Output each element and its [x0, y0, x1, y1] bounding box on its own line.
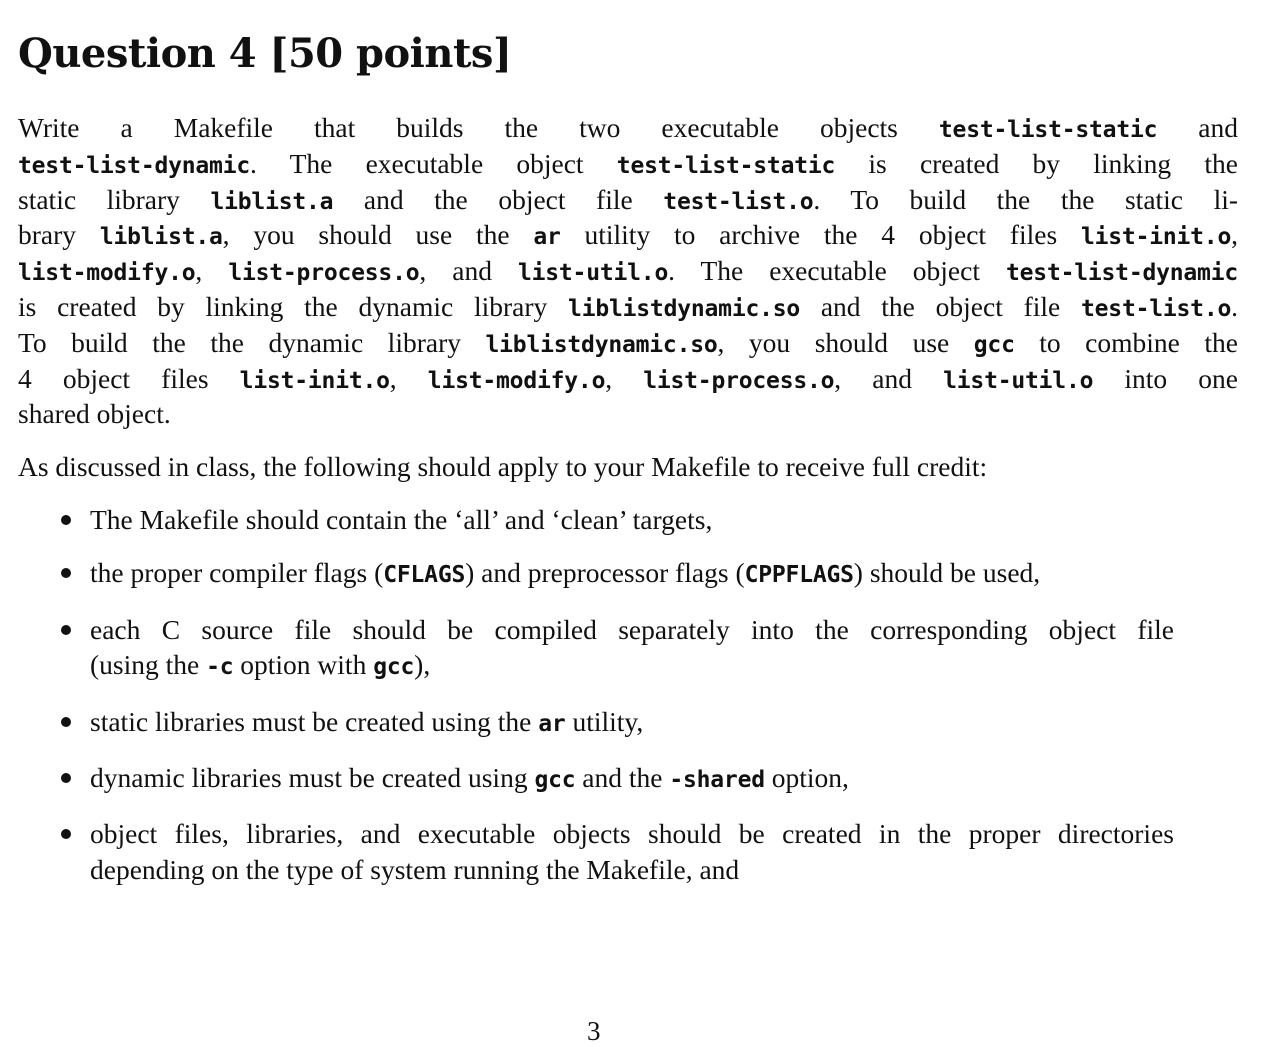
text-run: . To build the the static li-	[813, 183, 1239, 215]
code-term: list-init.o	[1080, 224, 1232, 251]
code-term: gcc	[973, 331, 1015, 358]
bullet-icon	[61, 773, 71, 783]
text-run: the proper compiler flags (	[90, 557, 384, 589]
requirement-item	[18, 704, 1174, 743]
text-run: to combine the	[1014, 326, 1238, 358]
text-run: ,	[195, 255, 229, 287]
text-run: ) should be used,	[853, 557, 1041, 589]
code-term: list-init.o	[239, 367, 390, 394]
text-run: utility,	[565, 705, 644, 737]
code-term: test-list-dynamic	[1006, 260, 1239, 287]
text-run: .	[1231, 290, 1238, 322]
text-run: depending on the type of system running the Makefile, and	[90, 854, 740, 886]
bullet-icon	[61, 515, 71, 525]
text-line	[18, 217, 1238, 253]
requirement-item	[18, 612, 1174, 687]
text-line	[18, 146, 1238, 182]
text-run: ),	[414, 649, 431, 681]
code-term: ar	[533, 224, 561, 251]
requirement-line	[90, 852, 1174, 888]
code-term: -shared	[669, 766, 765, 793]
requirements-list	[18, 502, 1238, 905]
code-term: CFLAGS	[383, 562, 466, 589]
text-line	[18, 182, 1238, 218]
requirement-line	[90, 555, 1174, 594]
text-run: ,	[1231, 219, 1238, 251]
code-term: list-process.o	[643, 367, 835, 394]
text-run: and the	[575, 761, 670, 793]
page-number: 3	[587, 1016, 601, 1046]
code-term: liblistdynamic.so	[485, 331, 718, 358]
code-term: liblist.a	[99, 224, 223, 251]
code-term: -c	[206, 654, 234, 681]
requirement-line	[90, 612, 1174, 648]
text-run: Write a Makefile that builds the two executable objects	[18, 112, 939, 143]
code-term: ar	[538, 710, 566, 737]
text-run: each C source file should be compiled separately into the corresponding object file	[90, 613, 1174, 645]
text-run: and the object file	[333, 183, 664, 215]
document-page	[18, 0, 1238, 1038]
code-term: test-list-static	[616, 152, 836, 179]
question-description	[18, 110, 1238, 432]
bullet-icon	[61, 829, 71, 839]
code-term: gcc	[534, 766, 576, 793]
requirement-line	[90, 816, 1174, 852]
text-line	[18, 396, 1238, 432]
code-term: test-list-static	[938, 117, 1158, 143]
bullet-icon	[61, 568, 71, 578]
text-line	[18, 253, 1238, 289]
text-run: shared object.	[18, 398, 171, 430]
text-run: option,	[764, 761, 849, 793]
text-run: object files, libraries, and executable objects should be created in the proper directories	[90, 818, 1174, 850]
text-run: is created by linking the	[835, 147, 1238, 179]
text-run: brary	[18, 219, 100, 251]
text-run: ,	[605, 362, 644, 394]
text-run: . The executable object	[668, 255, 1006, 287]
code-term: test-list.o	[663, 188, 814, 215]
requirement-item	[18, 502, 1174, 538]
code-term: CPPFLAGS	[744, 562, 854, 589]
code-term: list-util.o	[517, 260, 669, 287]
text-run: static library	[18, 183, 211, 215]
text-run: , you should use the	[222, 219, 534, 251]
code-term: list-util.o	[943, 367, 1094, 394]
code-term: test-list.o	[1081, 295, 1232, 322]
text-run: , you should use	[717, 326, 974, 358]
text-run: and the object file	[800, 290, 1081, 322]
bullet-icon	[61, 625, 71, 635]
text-run: and	[1157, 112, 1238, 143]
text-run: The Makefile should contain the ‘all’ and ‘clean’ targets,	[90, 504, 713, 535]
text-run: ,	[389, 362, 428, 394]
code-term: list-process.o	[228, 260, 420, 287]
text-run: option with	[233, 649, 374, 681]
requirement-line	[90, 502, 1174, 538]
text-line	[18, 110, 1238, 146]
text-run: To build the the dynamic library	[18, 326, 486, 358]
requirement-item	[18, 555, 1174, 594]
text-line	[18, 289, 1238, 325]
text-run: utility to archive the 4 object files	[560, 219, 1081, 251]
text-run: (using the	[90, 649, 207, 681]
requirement-line	[90, 704, 1174, 743]
text-line	[18, 361, 1238, 397]
text-run: into one	[1093, 362, 1238, 394]
question-heading: Question 4 [50 points]	[18, 30, 512, 77]
bullet-icon	[61, 717, 71, 727]
code-term: liblistdynamic.so	[568, 295, 801, 322]
code-term: test-list-dynamic	[18, 152, 251, 179]
text-run: , and	[419, 255, 518, 287]
requirement-line	[90, 647, 1174, 686]
code-term: list-modify.o	[18, 260, 196, 287]
code-term: list-modify.o	[427, 367, 606, 394]
text-run: , and	[834, 362, 944, 394]
text-run: static libraries must be created using the	[90, 705, 539, 737]
text-run: . The executable object	[250, 147, 617, 179]
requirements-intro-text: As discussed in class, the following should apply to your Makefile to receive full credit:	[18, 451, 988, 482]
requirement-line	[90, 760, 1174, 799]
requirements-intro	[18, 449, 1238, 485]
text-run: is created by linking the dynamic library	[18, 290, 569, 322]
text-line	[18, 325, 1238, 361]
text-run: 4 object files	[18, 362, 240, 394]
code-term: liblist.a	[210, 188, 334, 215]
code-term: gcc	[373, 654, 415, 681]
text-run: dynamic libraries must be created using	[90, 761, 535, 793]
text-run: ) and preprocessor flags (	[465, 557, 745, 589]
requirement-item	[18, 760, 1174, 799]
requirement-item	[18, 816, 1174, 888]
